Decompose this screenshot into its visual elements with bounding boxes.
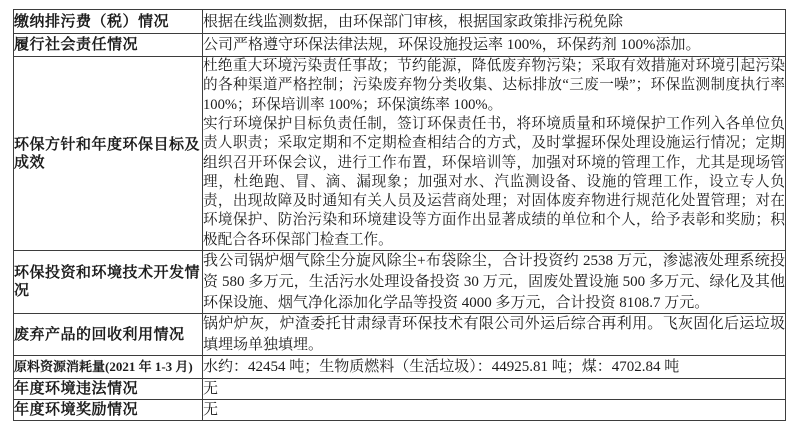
row-label-social-responsibility: 履行社会责任情况 — [14, 34, 203, 57]
paragraph: 我公司锅炉烟气除尘分旋风除尘+布袋除尘，合计投资约 2538 万元，渗滤液处理系统投资 580 多万元，生活污水处理设备投资 30 万元，固废处置设施 500 多万元、绿化及其他环保设施、烟气净化添加化学品等投资 4000 多万元，合计投资 8108.7 万元。 — [203, 253, 785, 311]
table-row — [14, 314, 786, 356]
environmental-disclosure-table — [13, 9, 786, 421]
paragraph: 锅炉炉灰，炉渣委托甘肃绿青环保技术有限公司外运后综合再利用。飞灰固化后运垃圾填埋场单独填埋。 — [203, 316, 785, 353]
row-content-environmental-investment — [203, 251, 786, 314]
paragraph: 水约：42454 吨；生物质燃料（生活垃圾）：44925.81 吨；煤：4702.84 吨 — [203, 359, 680, 376]
table-row — [14, 400, 786, 421]
paragraph: 公司严格遵守环保法律法规，环保设施投运率 100%，环保药剂 100%添加。 — [203, 37, 701, 53]
row-label-pollution-fee: 缴纳排污费（税）情况 — [14, 10, 203, 34]
table-row — [14, 34, 786, 57]
row-label-annual-awards: 年度环境奖励情况 — [14, 400, 203, 421]
row-content-social-responsibility — [203, 34, 786, 57]
row-label-resource-consumption: 原料资源消耗量(2021 年 1-3 月) — [14, 356, 203, 379]
row-label-waste-recycling: 废弃产品的回收利用情况 — [14, 314, 203, 356]
row-label-environmental-investment: 环保投资和环境技术开发情况 — [14, 251, 203, 314]
row-label-annual-violations: 年度环境违法情况 — [14, 379, 203, 400]
row-content-annual-awards — [203, 400, 786, 421]
table-row — [14, 356, 786, 379]
table-row — [14, 379, 786, 400]
paragraph: 无 — [203, 381, 219, 398]
paragraph: 杜绝重大环境污染责任事故；节约能源，降低废弃物污染；采取有效措施对环境引起污染的各种渠道严格控制；污染废弃物分类收集、达标排放“三废一噪”；环保监测制度执行率 100%；环保培训率 100%；环保演练率 100%。 — [203, 58, 785, 113]
row-label-environmental-policy: 环保方针和年度环保目标及成效 — [14, 57, 203, 251]
table-row — [14, 10, 786, 34]
table-row — [14, 57, 786, 251]
row-content-annual-violations — [203, 379, 786, 400]
paragraph: 根据在线监测数据，由环保部门审核，根据国家政策排污税免除 — [203, 13, 624, 30]
row-content-environmental-policy — [203, 57, 786, 251]
row-content-resource-consumption — [203, 356, 786, 379]
row-content-waste-recycling — [203, 314, 786, 356]
paragraph: 无 — [203, 402, 219, 419]
table-row — [14, 251, 786, 314]
row-content-pollution-fee — [203, 10, 786, 34]
paragraph: 实行环境保护目标负责任制，签订环保责任书，将环境质量和环境保护工作列入各单位负责人职责；采取定期和不定期检查相结合的方式，及时掌握环保处理设施运行情况；定期组织召开环保会议，进行工作布置，环保培训等，加强对环境的管理工作，尤其是现场管理，杜绝跑、冒、滴、漏现象；加强对水、汽监测设备、设施的管理工作，设立专人负责，出现故障及时通知有关人员及运营商处理；对固体废弃物进行规范化处置管理；对在环境保护、防治污染和环境建设等方面作出显著成绩的单位和个人，给予表彰和奖励；积极配合各环保部门检查工作。 — [203, 115, 785, 248]
